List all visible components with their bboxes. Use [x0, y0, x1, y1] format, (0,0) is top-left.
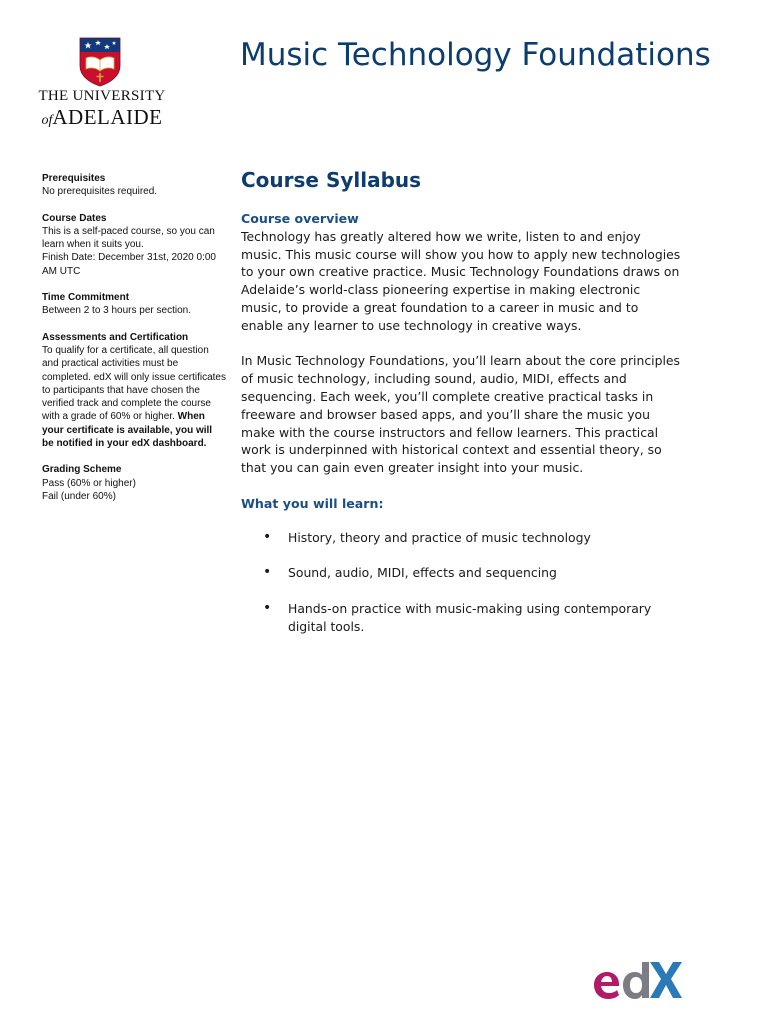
list-item — [241, 600, 681, 636]
course-dates-section — [42, 212, 226, 278]
learn-heading: What you will learn: — [241, 495, 384, 511]
bullet-icon: • — [263, 528, 272, 545]
overview-paragraph-1: Technology has greatly altered how we write, listen to and enjoy music. This music course will show you how to apply new technologies to your own creative practice. Music Technology Foundations draws on Adelaide’s world-class pioneering expertise in making electronic music, to provide a great foundation to a career in music and to enable any learner to use technology in creative ways. — [241, 228, 681, 333]
course-dates-heading: Course Dates — [42, 212, 107, 224]
grading-scheme-heading: Grading Scheme — [42, 464, 122, 476]
prerequisites-section — [42, 172, 226, 199]
finish-date-text: Finish Date: December 31st, 2020 0:00 AM UTC — [42, 252, 216, 277]
time-commitment-heading: Time Commitment — [42, 292, 130, 304]
grading-scheme-section — [42, 463, 226, 503]
assessments-notice: When your certificate is available, you will be notified in your edX dashboard. — [42, 411, 213, 450]
time-commitment-section — [42, 291, 226, 318]
logo-line-university: THE UNIVERSITY — [38, 88, 166, 104]
grading-fail: Fail (under 60%) — [42, 490, 116, 502]
overview-paragraph-2: In Music Technology Foundations, you’ll learn about the core principles of music technology, including sound, audio, MIDI, effects and sequencing. Each week, you’ll complete creative practical tasks in freeware and browser based apps, and you’ll share the music you make with the course instructors and fellow learners. This practical work is underpinned with historical context and essential theory, so that you can gain even greater insight into your music. — [241, 353, 680, 476]
bullet-icon: • — [263, 600, 272, 617]
document-title: Music Technology Foundations — [240, 37, 711, 73]
university-logo — [36, 36, 168, 128]
section-title: Course Syllabus — [241, 168, 422, 192]
logo-line-adelaide — [36, 105, 168, 130]
list-item — [241, 564, 681, 582]
time-commitment-text: Between 2 to 3 hours per section. — [42, 305, 191, 317]
overview-heading: Course overview — [241, 211, 359, 226]
learn-item-text: Sound, audio, MIDI, effects and sequencing — [288, 565, 557, 581]
assessments-heading: Assessments and Certification — [42, 331, 189, 343]
learn-item-text: Hands-on practice with music-making using contemporary digital tools. — [288, 601, 652, 634]
logo-of: of — [41, 113, 53, 128]
syllabus-main — [241, 166, 681, 654]
learn-list — [241, 529, 681, 636]
assessments-requirements: To qualify for a certificate, all question and practical activities must be completed. edX will only issue certificates to participants that have chosen the verified track and complete the course with a grade of 60% or higher. — [42, 344, 226, 423]
course-info-sidebar — [42, 172, 226, 516]
bullet-icon: • — [263, 564, 272, 581]
course-dates-text: This is a self-paced course, so you can learn when it suits you. — [42, 225, 215, 251]
university-crest-icon — [74, 36, 126, 88]
prerequisites-heading: Prerequisites — [42, 173, 106, 184]
grading-pass: Pass (60% or higher) — [42, 477, 136, 489]
prerequisites-text: No prerequisites required. — [42, 186, 158, 198]
logo-adelaide: ADELAIDE — [52, 105, 163, 129]
edx-logo-icon — [592, 958, 684, 1002]
list-item — [241, 529, 681, 547]
assessments-text — [42, 344, 226, 450]
assessments-section — [42, 331, 226, 451]
learn-item-text: History, theory and practice of music technology — [288, 529, 591, 545]
